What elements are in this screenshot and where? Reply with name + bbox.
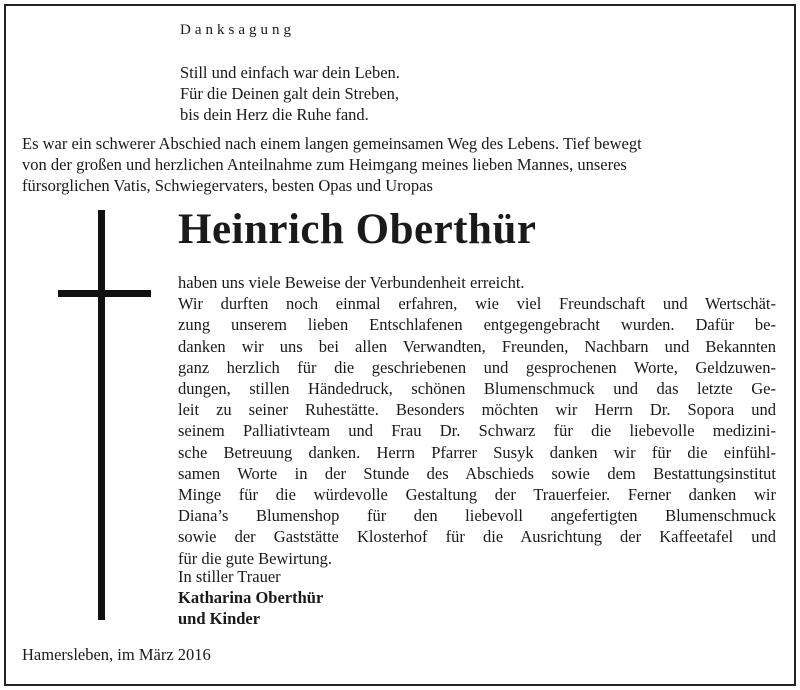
intro-line: fürsorglichen Vatis, Schwiegervaters, besten Opas und Uropas: [22, 176, 433, 195]
body-line: Diana’s Blumenshop für den liebevoll angefertigten Blumenschmuck: [178, 506, 776, 526]
intro-line: von der großen und herzlichen Anteilnahme zum Heimgang meines lieben Mannes, unseres: [22, 155, 627, 174]
poem-line: Für die Deinen galt dein Streben,: [180, 84, 400, 103]
body-line: sche Betreuung danken. Herrn Pfarrer Susyk danken wir für die einfühl-: [178, 442, 776, 462]
signature-intro: In stiller Trauer: [178, 567, 281, 586]
cross-icon: [98, 210, 105, 620]
body-line: haben uns viele Beweise der Verbundenheit erreicht.: [178, 273, 525, 292]
thanks-paragraph: [178, 272, 776, 569]
body-line: Minge für die würdevolle Gestaltung der Trauerfeier. Ferner danken wir: [178, 485, 776, 505]
body-line: danken wir uns bei allen Verwandten, Freunden, Nachbarn und Bekannten: [178, 336, 776, 356]
deceased-name: Heinrich Oberthür: [178, 206, 537, 253]
cross-icon-beam: [58, 290, 151, 297]
body-line: seinem Palliativteam und Frau Dr. Schwarz für die liebevolle medizini-: [178, 421, 776, 441]
body-line: zung unserem lieben Entschlafenen entgegengebracht wurden. Dafür be-: [178, 315, 776, 335]
place-date: Hamersleben, im März 2016: [22, 645, 211, 664]
notice-heading: Danksagung: [180, 22, 295, 38]
body-line: Wir durften noch einmal erfahren, wie viel Freundschaft und Wertschät-: [178, 294, 776, 314]
poem-line: Still und einfach war dein Leben.: [180, 63, 400, 82]
signature-block: [178, 566, 323, 629]
intro-line: Es war ein schwerer Abschied nach einem langen gemeinsamen Weg des Lebens. Tief bewegt: [22, 134, 642, 153]
body-line: samen Worte in der Stunde des Abschieds sowie dem Bestattungsinstitut: [178, 463, 776, 483]
poem: [180, 62, 400, 125]
body-line: sowie der Gaststätte Klosterhof für die Ausrichtung der Kaffeetafel und: [178, 527, 776, 547]
signature-name: Katharina Oberthür: [178, 588, 324, 607]
body-line: leit zu seiner Ruhestätte. Besonders möchten wir Herrn Dr. Sopora und: [178, 400, 776, 420]
body-line: ganz herzlich für die geschriebenen und gesprochenen Worte, Geldzuwen-: [178, 357, 776, 377]
body-line: für die gute Bewirtung.: [178, 548, 332, 568]
signature-family: und Kinder: [178, 609, 261, 628]
body-line: dungen, stillen Händedruck, schönen Blumenschmuck und das letzte Ge-: [178, 379, 776, 399]
intro-paragraph: [22, 133, 779, 196]
poem-line: bis dein Herz die Ruhe fand.: [180, 105, 369, 124]
